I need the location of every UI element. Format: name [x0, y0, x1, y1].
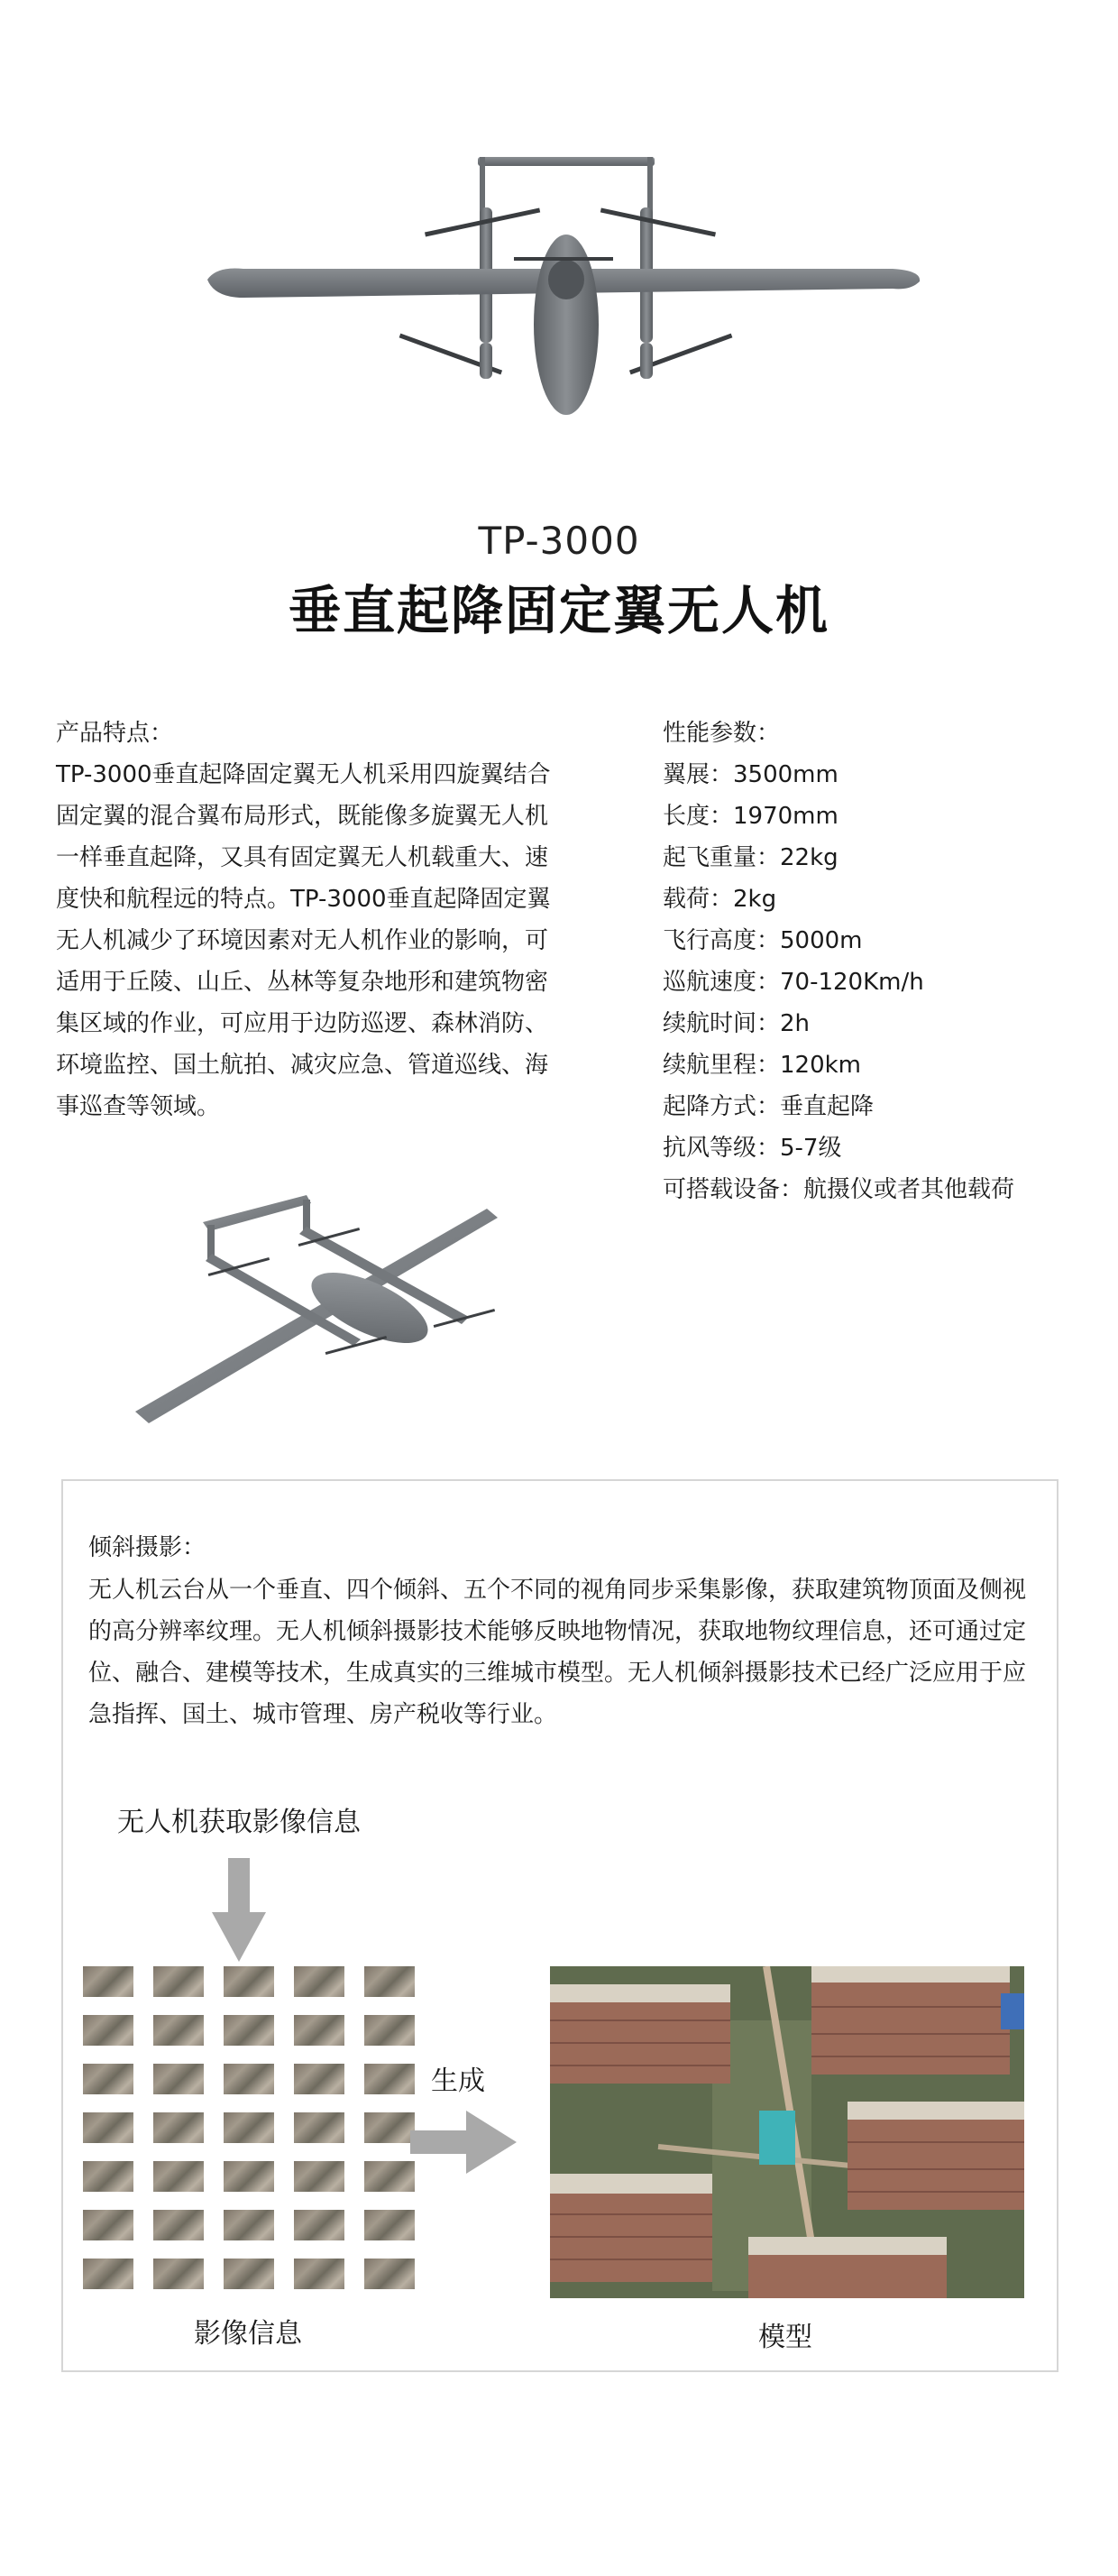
perspective-drone-image: [126, 1182, 523, 1425]
thumbnail: [224, 2112, 274, 2156]
thumbnail: [364, 2210, 415, 2253]
thumbnail: [364, 2112, 415, 2156]
thumbnail: [294, 2112, 344, 2156]
spec-row: 飞行高度：5000m: [663, 927, 863, 954]
spec-row: 续航时间：2h: [663, 1010, 811, 1037]
spec-row: 抗风等级：5-7级: [663, 1135, 842, 1162]
arrow-right-icon: [410, 2111, 517, 2174]
thumbnail: [83, 2210, 133, 2253]
specs-section: [663, 713, 1095, 1210]
oblique-heading: 倾斜摄影：: [88, 1534, 206, 1561]
images-label: 影像信息: [194, 2318, 302, 2350]
product-main-title: 垂直起降固定翼无人机: [288, 580, 829, 641]
thumbnail: [83, 2015, 133, 2058]
thumbnail: [224, 2161, 274, 2204]
image-thumbnail-grid: [83, 1966, 418, 2305]
thumbnail: [224, 2259, 274, 2302]
thumbnail: [364, 2015, 415, 2058]
generate-label: 生成: [431, 2065, 485, 2097]
acquire-images-label: 无人机获取影像信息: [117, 1807, 361, 1838]
thumbnail: [364, 2161, 415, 2204]
thumbnail: [294, 2161, 344, 2204]
thumbnail: [224, 2015, 274, 2058]
thumbnail: [294, 2064, 344, 2107]
specs-heading: 性能参数：: [663, 720, 781, 747]
thumbnail: [294, 2015, 344, 2058]
spec-row: 可搭载设备：航摄仪或者其他载荷: [663, 1176, 1015, 1203]
thumbnail: [83, 1966, 133, 2010]
spec-row: 翼展：3500mm: [663, 761, 838, 788]
city-model-image: [550, 1966, 1024, 2298]
features-body: TP-3000垂直起降固定翼无人机采用四旋翼结合固定翼的混合翼布局形式，既能像多旋翼无人机一样垂直起降，又具有固定翼无人机载重大、速度快和航程远的特点。TP-3000垂直起降固定翼无人机减少了环境因素对无人机作业的影响，可适用于丘陵、山丘、丛林等复杂地形和建筑物密集区域的作业，可应用于边防巡逻、森林消防、环境监控、国土航拍、减灾应急、管道巡线、海事巡查等领域。: [56, 761, 551, 1120]
thumbnail: [364, 2064, 415, 2107]
thumbnail: [364, 2259, 415, 2302]
thumbnail: [294, 1966, 344, 2010]
thumbnail: [224, 2064, 274, 2107]
thumbnail: [83, 2161, 133, 2204]
spec-row: 起飞重量：22kg: [663, 844, 838, 871]
thumbnail: [153, 1966, 204, 2010]
spec-row: 长度：1970mm: [663, 803, 838, 830]
thumbnail: [83, 2259, 133, 2302]
thumbnail: [294, 2259, 344, 2302]
thumbnail: [153, 2210, 204, 2253]
model-label: 模型: [758, 2322, 812, 2353]
spec-row: 巡航速度：70-120Km/h: [663, 969, 924, 996]
thumbnail: [153, 2112, 204, 2156]
thumbnail: [294, 2210, 344, 2253]
arrow-down-icon: [212, 1858, 266, 1962]
thumbnail: [224, 2210, 274, 2253]
thumbnail: [83, 2112, 133, 2156]
thumbnail: [224, 1966, 274, 2010]
thumbnail: [153, 2161, 204, 2204]
thumbnail: [364, 1966, 415, 2010]
spec-row: 起降方式：垂直起降: [663, 1093, 875, 1120]
spec-row: 载荷：2kg: [663, 886, 777, 913]
thumbnail: [153, 2015, 204, 2058]
thumbnail: [153, 2064, 204, 2107]
features-section: [56, 713, 570, 1127]
oblique-description: 无人机云台从一个垂直、四个倾斜、五个不同的视角同步采集影像，获取建筑物顶面及侧视的高分辨率纹理。无人机倾斜摄影技术能够反映地物情况，获取地物纹理信息，还可通过定位、融合、建模等技术，生成真实的三维城市模型。无人机倾斜摄影技术已经广泛应用于应急指挥、国土、城市管理、房产税收等行业。: [88, 1577, 1027, 1728]
product-model-title: TP-3000: [478, 519, 640, 563]
spec-row: 续航里程：120km: [663, 1052, 862, 1079]
thumbnail: [83, 2064, 133, 2107]
thumbnail: [153, 2259, 204, 2302]
hero-drone-image: [189, 144, 929, 433]
features-heading: 产品特点：: [56, 720, 174, 747]
